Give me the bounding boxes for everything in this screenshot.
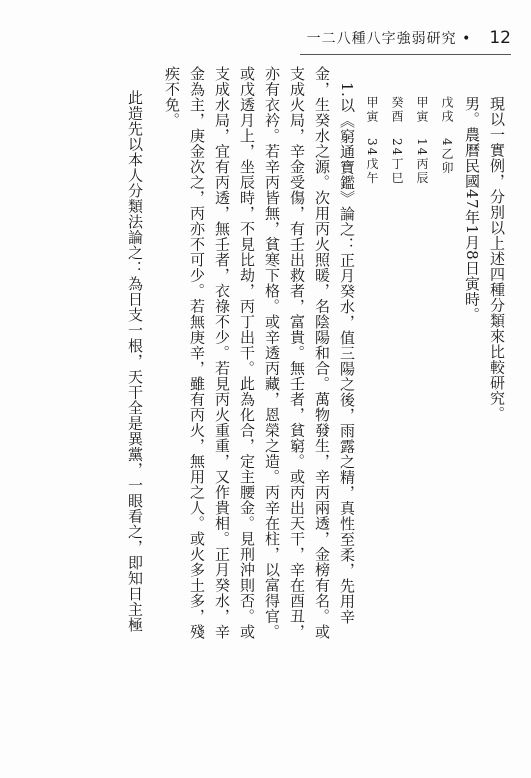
pillar-row: 癸酉 24丁巳	[390, 96, 404, 186]
running-title: 一二八種八字強弱研究 •	[306, 31, 472, 47]
vertical-text-body	[39, 66, 509, 756]
page-header	[300, 22, 511, 55]
text-column: 支成水局，宜有丙透，無壬者，衣祿不少。若見丙火重重，又作貴相。正月癸水，辛	[213, 66, 231, 640]
text-column: 疾不免。	[163, 66, 181, 128]
text-column: 支成火局，辛金受傷，有壬出救者，富貴。無壬者，貧窮。或丙出天干，辛在酉丑，	[288, 66, 306, 640]
text-column: 男。農曆民國47年1月8日寅時。	[463, 96, 481, 323]
pillar-row: 甲寅 34戊午	[365, 96, 379, 186]
paragraph-gap	[147, 66, 159, 746]
text-column: 亦有衣衿。若辛丙皆無，貧寒下格。或辛透丙藏，恩榮之造。丙辛在柱，以富得官。	[263, 66, 281, 640]
text-column: 金為主，庚金次之，丙亦不可少。若無庚辛，雖有丙火，無用之人。或火多土多，殘	[188, 66, 206, 640]
pillar-row: 甲寅 14丙辰	[415, 96, 429, 186]
text-column: 或戊透月上，坐辰時，不見比劫，丙丁出干。此為化合，定主腰金。見刑沖則否。或	[238, 66, 256, 640]
text-column: 此造先以本人分類法論之：為日支一根，天干全是異黨，一眼看之，即知日主極	[126, 90, 144, 633]
text-column: 金，生癸水之源。次用丙火照暖，名陰陽和合。萬物發生，辛丙兩透，金榜有名。或	[313, 66, 331, 640]
text-column: 1.以《窮通寶鑑》論之：正月癸水，值三陽之後，雨露之精，真性至柔，先用辛	[338, 82, 356, 625]
page-number: 12	[489, 28, 511, 48]
text-column: 現以一實例，分別以上述四種分類來比較研究。	[488, 96, 506, 422]
pillar-row: 戊戌 4乙卯	[440, 96, 454, 176]
